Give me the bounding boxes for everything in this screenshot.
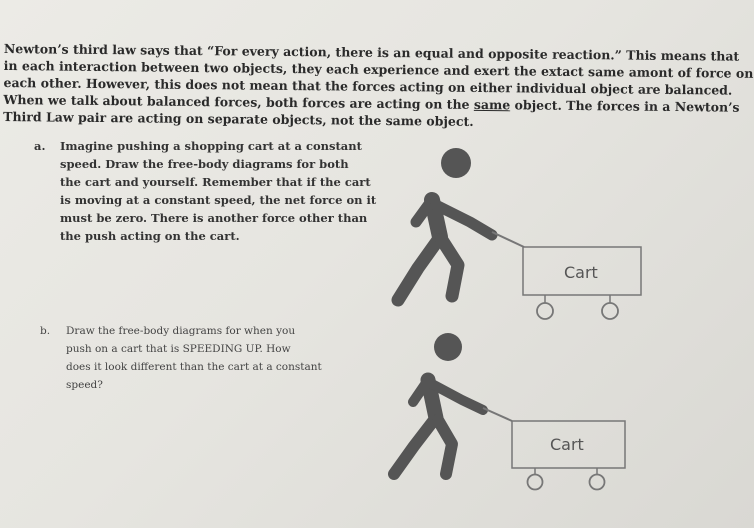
underlined-same: same	[473, 96, 511, 113]
person-b-leg-front	[438, 420, 452, 474]
question-a-line-4: is moving at a constant speed, the net force on it	[60, 193, 377, 207]
person-b-head	[434, 333, 462, 361]
person-a-head	[441, 148, 471, 178]
person-a-leg-back	[398, 240, 438, 300]
question-a-line-1: Imagine pushing a shopping cart at a constant	[60, 139, 362, 153]
person-pushing-cart-b	[394, 333, 483, 474]
question-a-line-2: speed. Draw the free-body diagrams for both	[60, 157, 349, 171]
shopping-cart-b	[483, 408, 625, 490]
intro-line-5: Third Law pair are acting on separate objects, not the same object.	[3, 108, 474, 129]
question-b-line-4: speed?	[66, 379, 103, 391]
cart-b-label: Cart	[550, 435, 584, 454]
question-a-label: a.	[34, 139, 46, 153]
question-b-line-2: push on a cart that is SPEEDING UP. How	[66, 343, 291, 355]
question-a-line-6: the push acting on the cart.	[60, 229, 240, 243]
person-b-leg-back	[394, 420, 434, 474]
cart-a-wheel-right	[602, 303, 618, 319]
question-b-line-1: Draw the free-body diagrams for when you	[66, 325, 296, 337]
cart-a-wheel-left	[537, 303, 553, 319]
question-b-line-3: does it look different than the cart at a constant	[66, 361, 322, 373]
intro-line-3: each other. However, this does not mean that the forces acting on either individual object are balanced.	[3, 74, 733, 98]
intro-line-4-start: When we talk about balanced forces, both forces are acting on the	[3, 91, 474, 112]
cart-b-wheel-left	[528, 475, 543, 490]
question-b-label: b.	[40, 325, 51, 337]
intro-line-2: in each interaction between two objects, they each experience and exert the extact same amont of force on	[3, 57, 754, 81]
person-pushing-cart-a	[398, 148, 492, 300]
cart-b-wheel-right	[590, 475, 605, 490]
intro-line-4-end: object. The forces in a Newton’s	[510, 97, 740, 115]
shopping-cart-a	[492, 232, 641, 319]
intro-line-1: Newton’s third law says that “For every action, there is an equal and opposite reaction.” This means that	[3, 40, 740, 64]
person-a-leg-front	[442, 240, 458, 296]
cart-a-label: Cart	[564, 263, 598, 282]
question-a-line-5: must be zero. There is another force other than	[60, 211, 368, 225]
question-a-line-3: the cart and yourself. Remember that if the cart	[60, 175, 371, 189]
